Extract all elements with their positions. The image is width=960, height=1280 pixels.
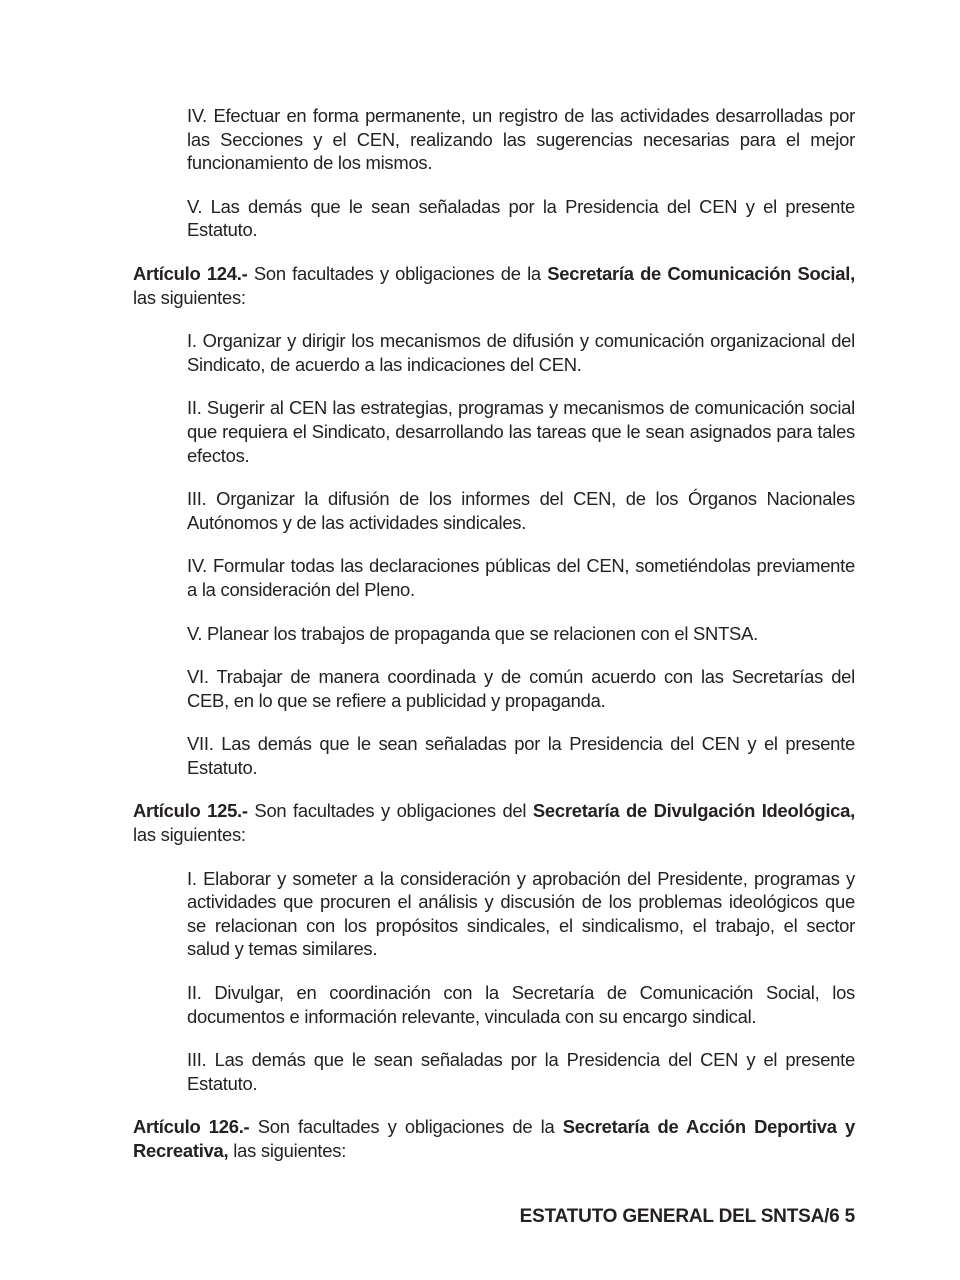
clause-paragraph	[133, 104, 855, 175]
text-run: VII. Las demás que le sean señaladas por la Presidencia del CEN y el presente Estatuto.	[187, 733, 855, 778]
bold-text-run: Artículo 124.-	[133, 262, 254, 284]
clause-paragraph	[133, 981, 855, 1028]
text-run: V. Planear los trabajos de propaganda que se relacionen con el SNTSA.	[187, 622, 758, 644]
text-run: IV. Efectuar en forma permanente, un registro de las actividades desarrolladas por las Secciones y el CEN, realizando las sugerencias necesarias para el mejor funcionamiento de los mismos.	[187, 105, 855, 174]
text-run: II. Sugerir al CEN las estrategias, programas y mecanismos de comunicación social que requiera el Sindicato, desarrollando las tareas que le sean asignados para tales efectos.	[187, 397, 855, 466]
text-run: las siguientes:	[133, 824, 246, 846]
clause-paragraph	[133, 396, 855, 467]
clause-paragraph	[133, 195, 855, 242]
article-heading-paragraph	[133, 262, 855, 309]
text-run: Son facultades y obligaciones de la	[253, 262, 548, 284]
text-run: V. Las demás que le sean señaladas por la Presidencia del CEN y el presente Estatuto.	[187, 195, 855, 241]
article-heading-paragraph	[133, 1115, 855, 1162]
clause-paragraph	[133, 487, 855, 534]
text-run: Son facultades y obligaciones del	[254, 800, 533, 822]
text-run: I. Organizar y dirigir los mecanismos de difusión y comunicación organizacional del Sindicato, de acuerdo a las indicaciones del CEN.	[187, 330, 855, 375]
clause-paragraph	[133, 665, 855, 712]
text-run: III. Las demás que le sean señaladas por la Presidencia del CEN y el presente Estatuto.	[187, 1049, 855, 1094]
text-run: II. Divulgar, en coordinación con la Secretaría de Comunicación Social, los documentos e información relevante, vinculada con su encargo sindical.	[187, 982, 855, 1027]
text-run: I. Elaborar y someter a la consideración y aprobación del Presidente, programas y actividades que procuren el análisis y discusión de los problemas ideológicos que se relacionan con los propósitos sindicales, el sindicalismo, el trabajo, el sector salud y temas similares.	[187, 867, 855, 960]
document-body	[133, 104, 855, 1183]
text-run: Son facultades y obligaciones de la	[257, 1116, 563, 1138]
text-run: VI. Trabajar de manera coordinada y de común acuerdo con las Secretarías del CEB, en lo que se refiere a publicidad y propaganda.	[187, 666, 855, 711]
text-run: IV. Formular todas las declaraciones públicas del CEN, sometiéndolas previamente a la consideración del Pleno.	[187, 555, 855, 600]
page-footer	[520, 1206, 855, 1228]
clause-paragraph	[133, 622, 855, 646]
clause-paragraph	[133, 554, 855, 601]
clause-paragraph	[133, 867, 855, 961]
footer-text: ESTATUTO GENERAL DEL SNTSA/6 5	[519, 1206, 855, 1227]
clause-paragraph	[133, 732, 855, 779]
bold-text-run: Artículo 125.-	[133, 800, 255, 822]
text-run: las siguientes:	[133, 286, 246, 308]
text-run: las siguientes:	[228, 1140, 347, 1161]
clause-paragraph	[133, 329, 855, 376]
bold-text-run: Artículo 126.-	[133, 1116, 258, 1138]
bold-text-run: Secretaría de Divulgación Ideológica,	[532, 800, 855, 822]
article-heading-paragraph	[133, 799, 855, 846]
bold-text-run: Secretaría de Comunicación Social,	[547, 262, 855, 284]
text-run: III. Organizar la difusión de los informes del CEN, de los Órganos Nacionales Autónomos y de las actividades sindicales.	[187, 488, 855, 533]
clause-paragraph	[133, 1048, 855, 1095]
bold-text-run: Secretaría de Acción Deportiva y Recreativa,	[133, 1116, 855, 1161]
